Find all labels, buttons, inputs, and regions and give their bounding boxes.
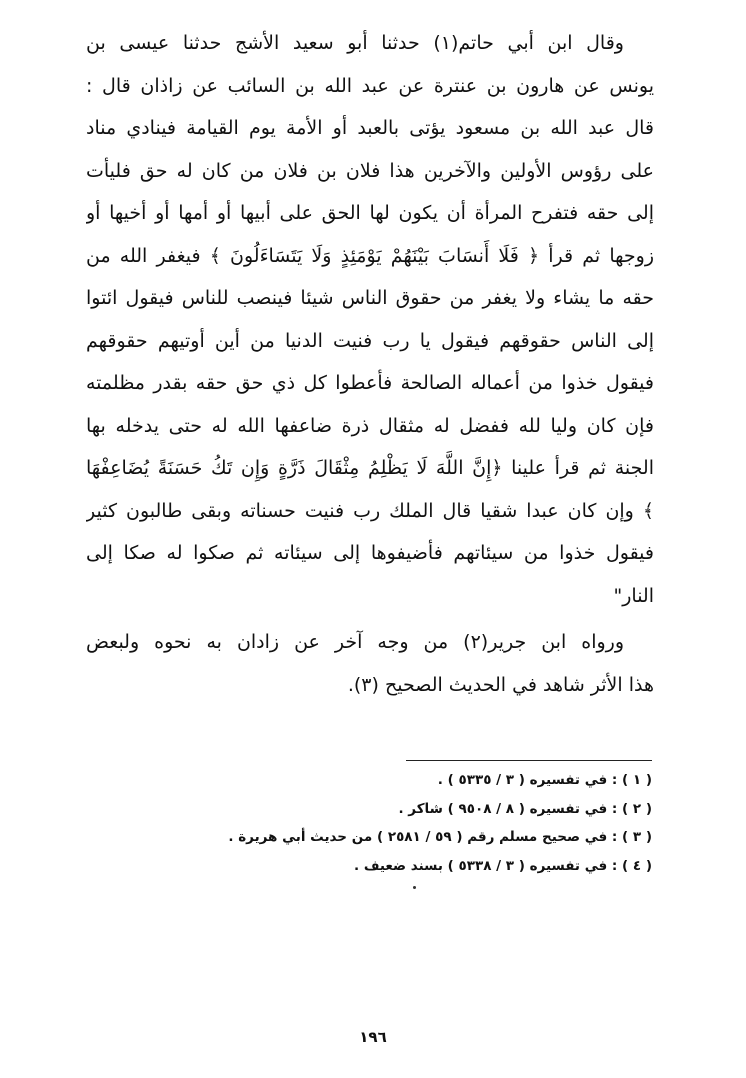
text-line: حقه ما يشاء ولا يغفر من حقوق الناس شيئا فينصب للناس فيقول ائتوا [86,287,654,309]
quran-verse-line: زوجها ثم قرأ ﴿ فَلَا أَنسَابَ بَيْنَهُمْ يَوْمَئِذٍ وَلَا يَتَسَاءَلُونَ ﴾ فيغفر الله من [86,244,654,267]
footnote: ( ٤ ) : في تفسيره ( ٣ / ٥٣٣٨ ) بسند ضعيف . [354,857,652,874]
text-line: ورواه ابن جرير(٢) من وجه آخر عن زادان به نحوه ولبعض [86,631,625,653]
quran-verse-line: الجنة ثم قرأ علينا ﴿إِنَّ اللَّهَ لَا يَظْلِمُ مِثْقَالَ ذَرَّةٍ وَإِن تَكُ حَسَنَةً يُضَاعِفْهَا [86,457,654,479]
scan-speck [413,886,416,889]
page-number: ١٩٦ [359,1028,387,1046]
text-line: ﴾ وإن كان عبدا شقيا قال الملك رب فنيت حسناته وبقى طالبون كثير [86,499,654,522]
footnote: ( ٣ ) : في صحيح مسلم رقم ( ٥٩ / ٢٥٨١ ) من حديث أبي هريرة . [228,829,652,845]
text-line: إلى حقه فتفرح المرأة أن يكون لها الحق على أبيها أو أمها أو أخيها أو [86,202,654,224]
text-line: فيقول خذوا من سيئاتهم فأضيفوها إلى سيئاته ثم صكوا له صكا إلى [86,542,654,564]
text-line: يونس عن هارون بن عنترة عن عبد الله بن السائب عن زاذان قال : [86,74,654,97]
text-line: وقال ابن أبي حاتم(١) حدثنا أبو سعيد الأشج حدثنا عيسى بن [86,32,624,54]
text-line: هذا الأثر شاهد في الحديث الصحيح (٣). [347,673,654,696]
footnote: ( ١ ) : في تفسيره ( ٣ / ٥٣٣٥ ) . [437,772,652,788]
footnote-separator [406,760,652,761]
text-line: قال عبد الله بن مسعود يؤتى بالعبد أو الأمة يوم القيامة فينادي مناد [86,117,654,139]
footnote: ( ٢ ) : في تفسيره ( ٨ / ٩٥٠٨ ) شاكر . [398,800,652,817]
footnotes-block [92,766,652,880]
text-line: فيقول خذوا من أعماله الصالحة فأعطوا كل ذي حق حقه بقدر مظلمته [86,372,654,394]
text-line: فإن كان وليا لله ففضل له مثقال ذرة ضاعفها الله له حتى يدخله بها [86,414,654,437]
main-text-block [86,22,654,706]
text-line: إلى الناس حقوقهم فيقول يا رب فنيت الدنيا من أين أوتيهم حقوقهم [86,329,654,352]
text-line: النار" [613,584,654,607]
text-line: على رؤوس الأولين والآخرين هذا فلان بن فلان من كان له حق فليأت [86,159,654,182]
